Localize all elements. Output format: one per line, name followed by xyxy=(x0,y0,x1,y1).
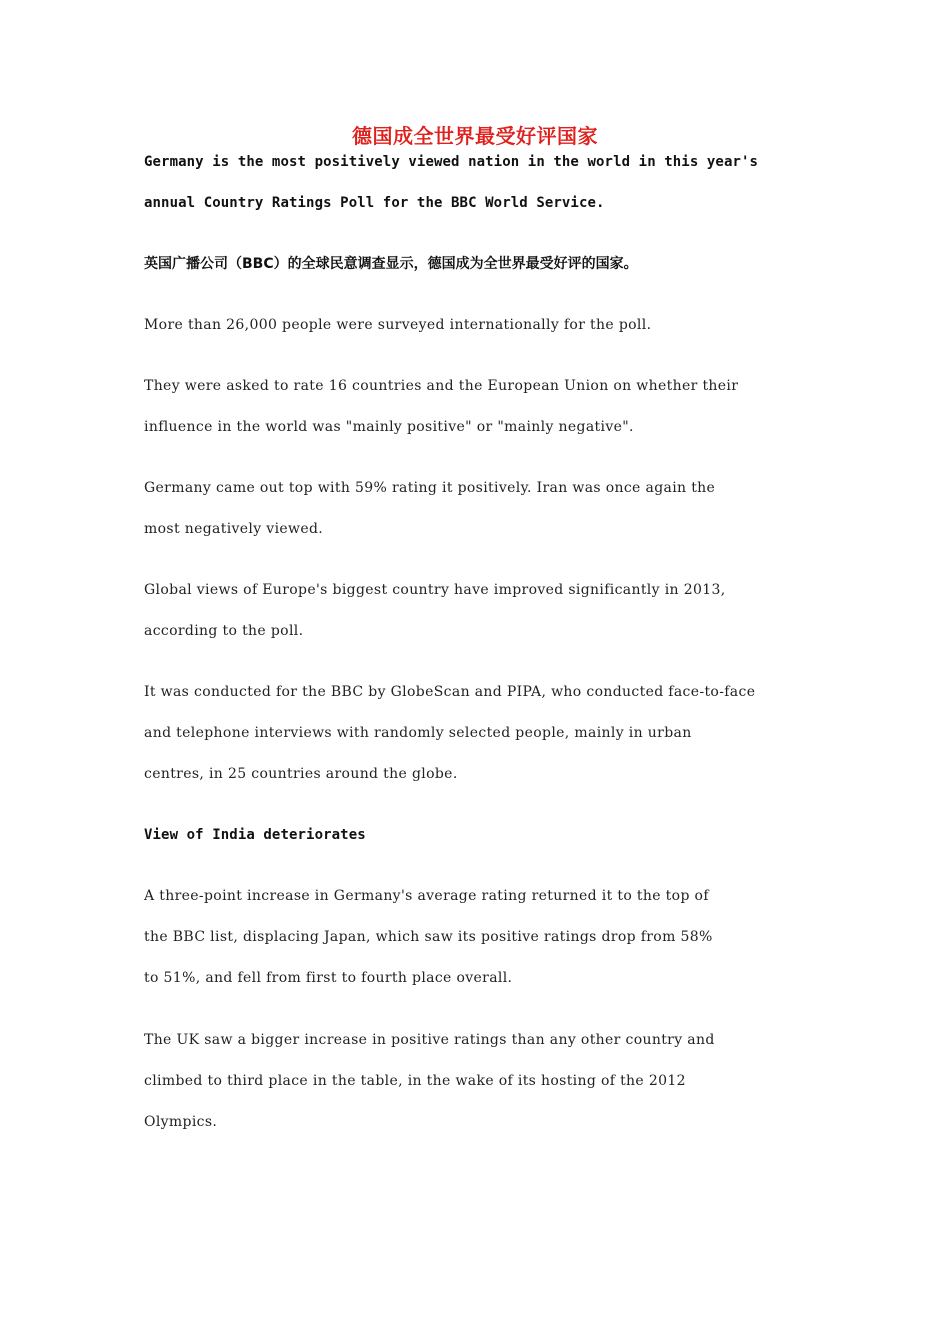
paragraph-germany-top xyxy=(144,468,804,550)
paragraph-line: The UK saw a bigger increase in positive ratings than any other country and xyxy=(144,1032,715,1048)
document-title: 德国成全世界最受好评国家 xyxy=(352,124,598,148)
intro-english xyxy=(144,142,804,224)
paragraph-line: A three-point increase in Germany's average rating returned it to the top of xyxy=(144,888,709,904)
intro-chinese: 英国广播公司（BBC）的全球民意调查显示，德国成为全世界最受好评的国家。 xyxy=(144,256,638,272)
paragraph-uk-increase xyxy=(144,1020,804,1143)
paragraph-survey: More than 26,000 people were surveyed internationally for the poll. xyxy=(144,317,652,333)
paragraph-line: most negatively viewed. xyxy=(144,521,324,537)
paragraph-global-views xyxy=(144,570,804,652)
subheading: View of India deteriorates xyxy=(144,827,366,843)
paragraph-line: They were asked to rate 16 countries and the European Union on whether their xyxy=(144,378,739,394)
paragraph-line: to 51%, and fell from first to fourth place overall. xyxy=(144,970,513,986)
paragraph-line: according to the poll. xyxy=(144,623,304,639)
paragraph-line: centres, in 25 countries around the globe. xyxy=(144,766,458,782)
paragraph-line: the BBC list, displacing Japan, which saw its positive ratings drop from 58% xyxy=(144,929,713,945)
paragraph-methodology xyxy=(144,672,804,795)
paragraph-line: influence in the world was "mainly positive" or "mainly negative". xyxy=(144,419,634,435)
paragraph-line: Global views of Europe's biggest country have improved significantly in 2013, xyxy=(144,582,726,598)
paragraph-line: It was conducted for the BBC by GlobeScan and PIPA, who conducted face-to-face xyxy=(144,684,756,700)
paragraph-line: and telephone interviews with randomly selected people, mainly in urban xyxy=(144,725,692,741)
paragraph-rating-increase xyxy=(144,876,804,999)
intro-english-line-2: annual Country Ratings Poll for the BBC World Service. xyxy=(144,195,605,211)
paragraph-line: climbed to third place in the table, in the wake of its hosting of the 2012 xyxy=(144,1073,686,1089)
intro-english-line-1: Germany is the most positively viewed nation in the world in this year's xyxy=(144,154,759,170)
paragraph-line: Olympics. xyxy=(144,1114,218,1130)
paragraph-line: Germany came out top with 59% rating it positively. Iran was once again the xyxy=(144,480,716,496)
paragraph-rating-question xyxy=(144,366,804,448)
